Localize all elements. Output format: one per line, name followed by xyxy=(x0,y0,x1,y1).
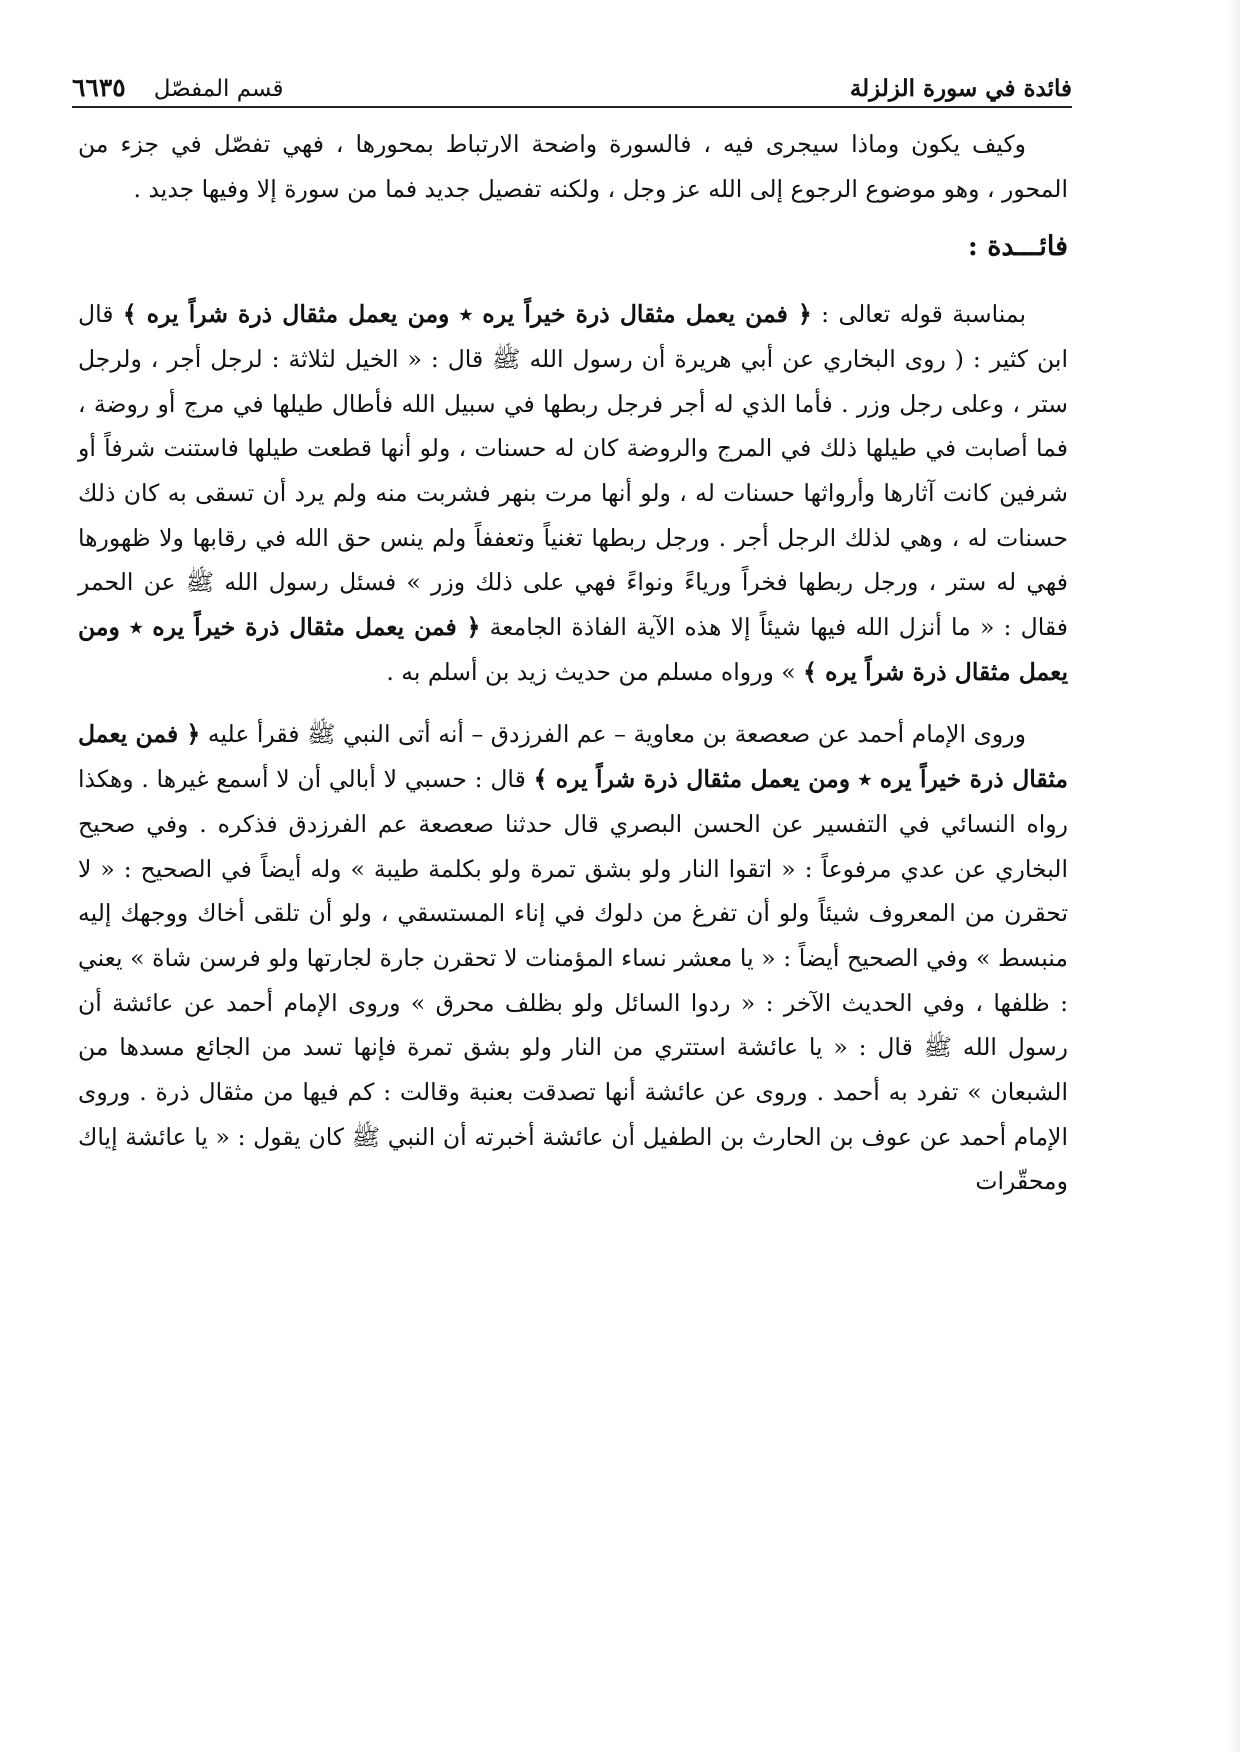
header-rule xyxy=(72,106,1072,108)
p1-verse-2: ﴿ فمن يعمل مثقال ذرة خيراً يره ٭ ومن يعمل مثقال ذرة شراً يره ﴾ xyxy=(78,613,1068,686)
p1-verse: ﴿ فمن يعمل مثقال ذرة خيراً يره ٭ ومن يعمل مثقال ذرة شراً يره ﴾ xyxy=(122,300,812,329)
p2-verse: ﴿ فمن يعمل مثقال ذرة خيراً يره ٭ ومن يعمل مثقال ذرة شراً يره ﴾ xyxy=(78,720,1068,794)
paragraph-2 xyxy=(78,712,1068,1204)
chapter-title: فائدة في سورة الزلزلة xyxy=(849,75,1072,102)
paragraph-1 xyxy=(78,292,1068,694)
p1-lead: بمناسبة قوله تعالى : xyxy=(821,300,1026,329)
p2-lead: وروى الإمام أحمد عن صعصعة بن معاوية – عم الفرزدق – أنه أتى النبي ﷺ فقرأ عليه xyxy=(207,720,1026,749)
section-name: قسم المفصّل xyxy=(153,76,284,102)
page-number: ٦٦٣٥ xyxy=(72,73,126,102)
intro-paragraph xyxy=(78,122,1068,211)
section-heading: فائـــدة : xyxy=(967,231,1068,263)
scan-edge-shadow xyxy=(1226,0,1240,1752)
p1-tail: » ورواه مسلم من حديث زيد بن أسلم به . xyxy=(386,657,796,686)
header-section-group xyxy=(72,73,284,102)
running-header xyxy=(72,58,1072,102)
p2-text: قال : حسبي لا أبالي أن لا أسمع غيرها . وهكذا رواه النسائي في التفسير عن الحسن البصري قال حدثنا صعصعة عم الفرزدق فذكره . وفي صحيح البخاري عن عدي مرفوعاً : « اتقوا النار ولو بشق تمرة ولو بكلمة طيبة » وله أيضاً في الصحيح : « لا تحقرن من المعروف شيئاً ولو أن تفرغ من دلوك في إناء المستسقي ، ولو أن تلقى أخاك ووجهك إليه منبسط » وفي الصحيح أيضاً : « يا معشر نساء المؤمنات لا تحقرن جارة لجارتها ولو فرسن شاة » يعني : ظلفها ، وفي الحديث الآخر : « ردوا السائل ولو بظلف محرق » وروى الإمام أحمد عن عائشة أن رسول الله ﷺ قال : « يا عائشة استتري من النار ولو بشق تمرة فإنها تسد من الجائع مسدها من الشبعان » تفرد به أحمد . وروى عن عائشة أنها تصدقت بعنبة وقالت : كم فيها من مثقال ذرة . وروى الإمام أحمد عن عوف بن الحارث بن الطفيل أن عائشة أخبرته أن النبي ﷺ كان يقول : « يا عائشة إياك ومحقّرات xyxy=(78,765,1068,1196)
body-text xyxy=(78,122,1068,1204)
intro-text: وكيف يكون وماذا سيجرى فيه ، فالسورة واضحة الارتباط بمحورها ، فهي تفصّل في جزء من المحور ، وهو موضوع الرجوع إلى الله عز وجل ، ولكنه تفصيل جديد فما من سورة إلا وفيها جديد . xyxy=(78,130,1068,203)
p1-text: قال ابن كثير : ( روى البخاري عن أبي هريرة أن رسول الله ﷺ قال : « الخيل لثلاثة : لرجل أجر ، ولرجل ستر ، وعلى رجل وزر . فأما الذي له أجر فرجل ربطها في سبيل الله فأطال طيلها في مرج أو روضة ، فما أصابت في طيلها ذلك في المرج والروضة كان له حسنات ، ولو أنها قطعت طيلها فاستنت شرفاً أو شرفين كانت آثارها وأرواثها حسنات له ، ولو أنها مرت بنهر فشربت منه ولم يرد أن تسقى به كان ذلك حسنات له ، وهي لذلك الرجل أجر . ورجل ربطها تغنياً وتعففاً ولم ينس حق الله في رقابها ولا ظهورها فهي له ستر ، ورجل ربطها فخراً ورياءً ونواءً فهي على ذلك وزر » فسئل رسول الله ﷺ عن الحمر فقال : « ما أنزل الله فيها شيئاً إلا هذه الآية الفاذة الجامعة xyxy=(78,300,1068,642)
